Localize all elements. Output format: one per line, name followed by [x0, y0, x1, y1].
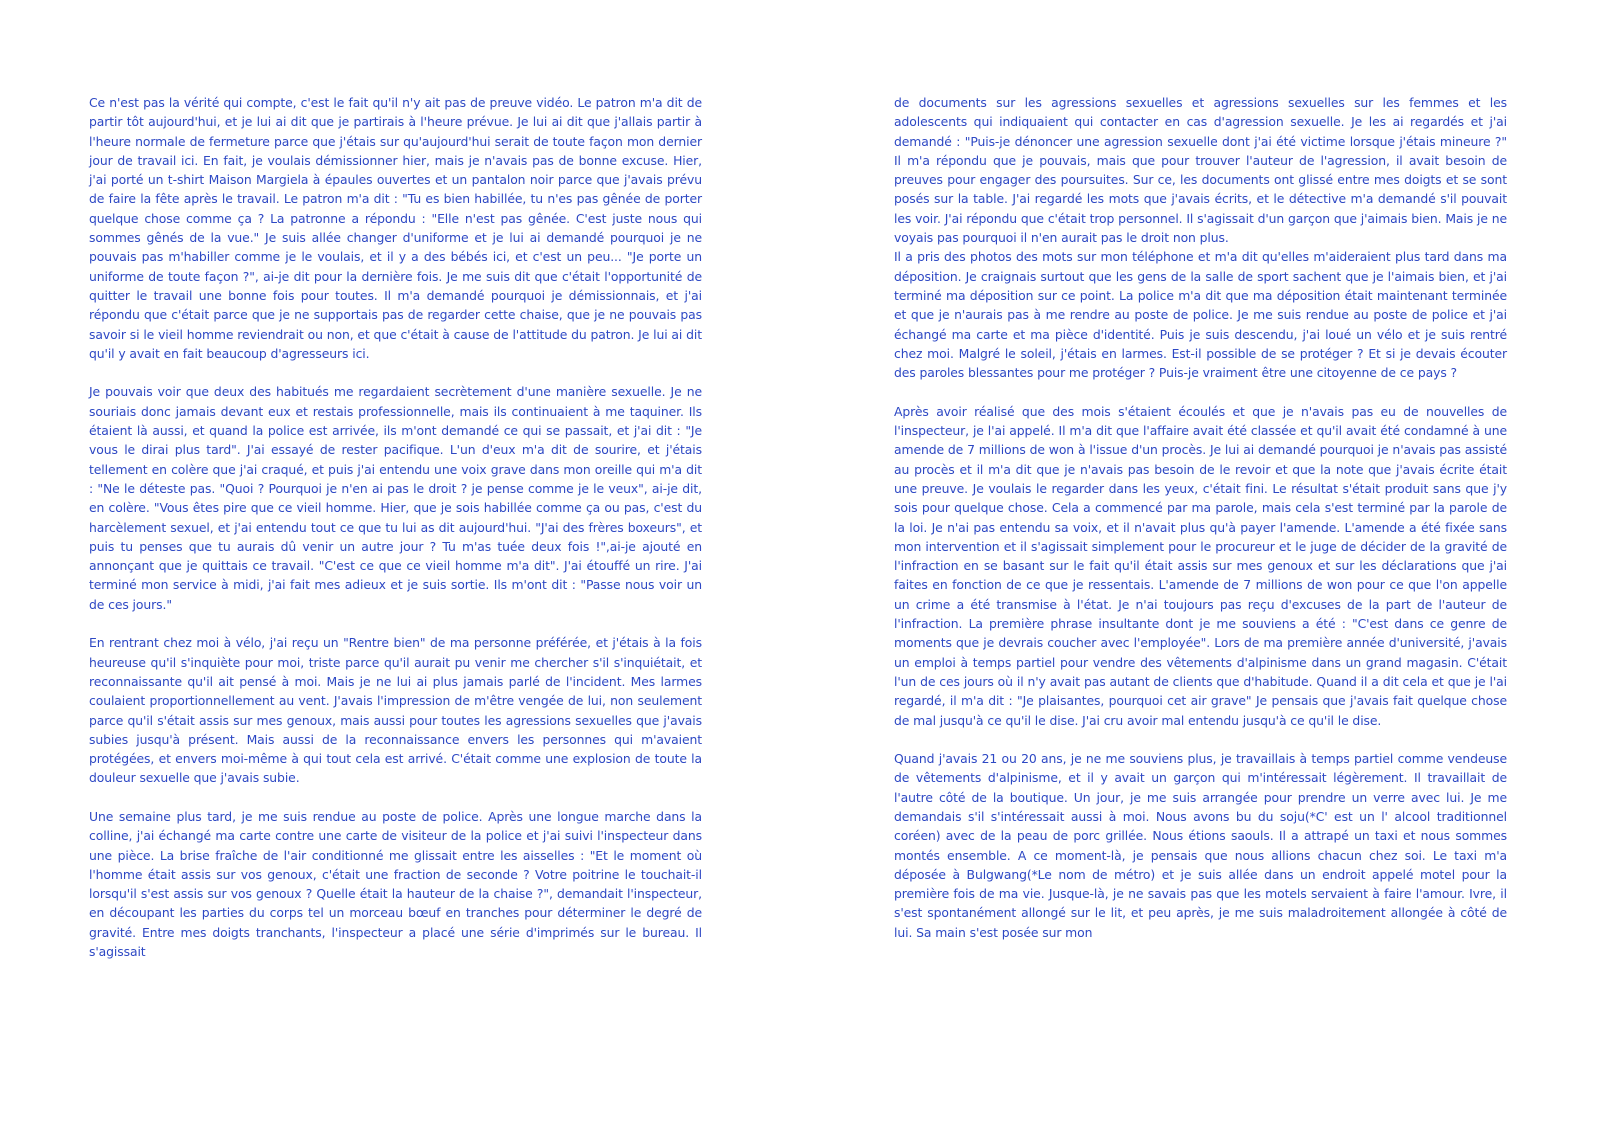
right-paragraph-1: de documents sur les agressions sexuelles et agressions sexuelles sur les femmes et les adolescents qui indiquaient qui contacter en cas d'agression sexuelle. Je les ai regardés et j'ai demandé : "Puis-je dénoncer une agression sexuelle dont j'ai été victime lorsque j'étais mineure ?" Il m'a répondu que je pouvais, mais que pour trouver l'auteur de l'agression, il avait besoin de preuves pour engager des poursuites. Sur ce, les documents ont glissé entre mes doigts et se sont posés sur la table. J'ai regardé les mots que j'avais écrits, et le détective m'a demandé s'il pouvait les voir. J'ai répondu que c'était trop personnel. Il s'agissait d'un garçon que j'aimais bien. Mais je ne voyais pas pourquoi il n'en aurait pas le droit non plus. [894, 95, 1507, 246]
left-paragraph-2: Je pouvais voir que deux des habitués me regardaient secrètement d'une manière sexuelle. Je ne souriais donc jamais devant eux et restais professionnelle, mais ils continuaient à me taquiner. Ils étaient là aussi, et quand la police est arrivée, ils m'ont demandé ce qui se passait, et j'ai dit : "Je vous le dirai plus tard". J'ai essayé de rester pacifique. L'un d'eux m'a dit de sourire, et j'étais tellement en colère que j'ai craqué, et puis j'ai entendu une voix grave dans mon oreille qui m'a dit : "Ne le déteste pas. "Quoi ? Pourquoi je n'en ai pas le droit ? je pense comme je le veux", ai-je dit, en colère. "Vous êtes pire que ce vieil homme. Hier, que je sois habillée comme ça ou pas, c'est du harcèlement sexuel, et j'ai entendu tout ce que tu lui as dit aujourd'hui. "J'ai des frères boxeurs", et puis tu penses que tu aurais dû venir un autre jour ? Tu m'as tuée deux fois !",ai-je ajouté en annonçant que je quittais ce travail. "C'est ce que ce vieil homme m'a dit". J'ai étouffé un rire. J'ai terminé mon service à midi, j'ai fait mes adieux et je suis sortie. Ils m'ont dit : "Passe nous voir un de ces jours." [89, 384, 702, 612]
right-page [894, 93, 1507, 942]
right-paragraph-3: Après avoir réalisé que des mois s'étaient écoulés et que je n'avais pas eu de nouvelles de l'inspecteur, je l'ai appelé. Il m'a dit que l'affaire avait été classée et qu'il avait été condamné à une amende de 7 millions de won à l'issue d'un procès. Je lui ai demandé pourquoi je n'avais pas assisté au procès et il m'a dit que je n'avais pas besoin de le revoir et que la note que j'avais écrite était une preuve. Je voulais le regarder dans les yeux, c'était fini. Le résultat s'était produit sans que j'y sois pour quelque chose. Cela a commencé par ma parole, mais cela s'est terminé par la parole de la loi. Je n'ai pas entendu sa voix, et il n'avait plus qu'à payer l'amende. L'amende a été fixée sans mon intervention et il s'agissait simplement pour le procureur et le juge de décider de la gravité de l'infraction en se basant sur le fait qu'il était assis sur mes genoux et sur les déclarations que j'ai faites en fonction de ce que je ressentais. L'amende de 7 millions de won pour ce que l'on appelle un crime a été transmise à l'état. Je n'ai toujours pas reçu d'excuses de la part de l'auteur de l'infraction. La première phrase insultante dont je me souviens a été : "C'est dans ce genre de moments que je devrais coucher avec l'employée". Lors de ma première année d'université, j'avais un emploi à temps partiel pour vendre des vêtements d'alpinisme dans un grand magasin. C'était l'un de ces jours où il n'y avait pas autant de clients que d'habitude. Quand il a dit cela et que je l'ai regardé, il m'a dit : "Je plaisantes, pourquoi cet air grave" Je pensais que j'avais fait quelque chose de mal jusqu'à ce qu'il le dise. J'ai cru avoir mal entendu jusqu'à ce qu'il le dise. [894, 403, 1507, 728]
left-page [89, 93, 702, 961]
left-paragraph-1: Ce n'est pas la vérité qui compte, c'est le fait qu'il n'y ait pas de preuve vidéo. Le patron m'a dit de partir tôt aujourd'hui, et je lui ai dit que je partirais à l'heure prévue. Je lui ai dit que j'allais partir à l'heure normale de fermeture parce que j'étais sur qu'aujourd'hui serait de toute façon mon dernier jour de travail ici. En fait, je voulais démissionner hier, mais je n'avais pas de bonne excuse. Hier, j'ai porté un t-shirt Maison Margiela à épaules ouvertes et un pantalon noir parce que j'avais prévu de faire la fête après le travail. Le patron m'a dit : "Tu es bien habillée, tu n'es pas gênée de porter quelque chose comme ça ? La patronne a répondu : "Elle n'est pas gênée. C'est juste nous qui sommes gênés de la vue." Je suis allée changer d'uniforme et je lui ai demandé pourquoi je ne pouvais pas m'habiller comme je le voulais, et il y a des bébés ici, et c'est un peu... "Je porte un uniforme de toute façon ?", ai-je dit pour la dernière fois. Je me suis dit que c'était l'opportunité de quitter le travail une bonne fois pour toutes. Il m'a demandé pourquoi je démissionnais, et j'ai répondu que c'était parce que je ne supportais pas de regarder cette chaise, que je ne pouvais pas savoir si le vieil homme reviendrait ou non, et que c'était à cause de l'attitude du patron. Je lui ai dit qu'il y avait en fait beaucoup d'agresseurs ici. [89, 95, 702, 361]
left-paragraph-4: Une semaine plus tard, je me suis rendue au poste de police. Après une longue marche dans la colline, j'ai échangé ma carte contre une carte de visiteur de la police et j'ai suivi l'inspecteur dans une pièce. La brise fraîche de l'air conditionné me glissait entre les aisselles : "Et le moment où l'homme était assis sur vos genoux, c'était une fraction de seconde ? Votre poitrine le touchait-il lorsqu'il s'est assis sur vos genoux ? Quelle était la hauteur de la chaise ?", demandait l'inspecteur, en découpant les parties du corps tel un morceau bœuf en tranches pour déterminer le degré de gravité. Entre mes doigts tranchants, l'inspecteur a placé une série d'imprimés sur le bureau. Il s'agissait [89, 808, 702, 960]
right-paragraph-2: Il a pris des photos des mots sur mon téléphone et m'a dit qu'elles m'aideraient plus tard dans ma déposition. Je craignais surtout que les gens de la salle de sport sachent que je l'aimais bien, et j'ai terminé ma déposition sur ce point. La police m'a dit que ma déposition était maintenant terminée et que je n'aurais pas à me rendre au poste de police. Je me suis rendue au poste de police et j'ai échangé ma carte et ma pièce d'identité. Puis je suis descendu, j'ai loué un vélo et je suis rentré chez moi. Malgré le soleil, j'étais en larmes. Est-il possible de se protéger ? Et si je devais écouter des paroles blessantes pour me protéger ? Puis-je vraiment être une citoyenne de ce pays ? [894, 249, 1507, 381]
right-paragraph-4: Quand j'avais 21 ou 20 ans, je ne me souviens plus, je travaillais à temps partiel comme vendeuse de vêtements d'alpinisme, et il y avait un garçon qui m'intéressait légèrement. Il travaillait de l'autre côté de la boutique. Un jour, je me suis arrangée pour prendre un verre avec lui. Je me demandais s'il s'intéressait aussi à moi. Nous avons bu du soju(*C' est un l' alcool traditionnel coréen) avec de la peau de porc grillée. Nous étions saouls. Il a attrapé un taxi et nous sommes montés ensemble. A ce moment-là, je pensais que nous allions chacun chez soi. Le taxi m'a déposée à Bulgwang(*Le nom de métro) et je suis allée dans un endroit appelé motel pour la première fois de ma vie. Jusque-là, je ne savais pas que les motels servaient à faire l'amour. Ivre, il s'est spontanément allongé sur le lit, et peu après, je me suis maladroitement allongée à côté de lui. Sa main s'est posée sur mon [894, 751, 1507, 940]
left-paragraph-3: En rentrant chez moi à vélo, j'ai reçu un "Rentre bien" de ma personne préférée, et j'étais à la fois heureuse qu'il s'inquiète pour moi, triste parce qu'il aurait pu venir me chercher s'il s'inquiétait, et reconnaissante qu'il ait pensé à moi. Mais je ne lui ai plus jamais parlé de l'incident. Mes larmes coulaient proportionnellement au vent. J'avais l'impression de m'être vengée de lui, non seulement parce qu'il s'était assis sur mes genoux, mais aussi pour toutes les agressions sexuelles que j'avais subies jusqu'à présent. Mais aussi de la reconnaissance envers les personnes qui m'avaient protégées, et envers moi-même à qui tout cela est arrivé. C'était comme une explosion de toute la douleur sexuelle que j'avais subie. [89, 635, 702, 786]
